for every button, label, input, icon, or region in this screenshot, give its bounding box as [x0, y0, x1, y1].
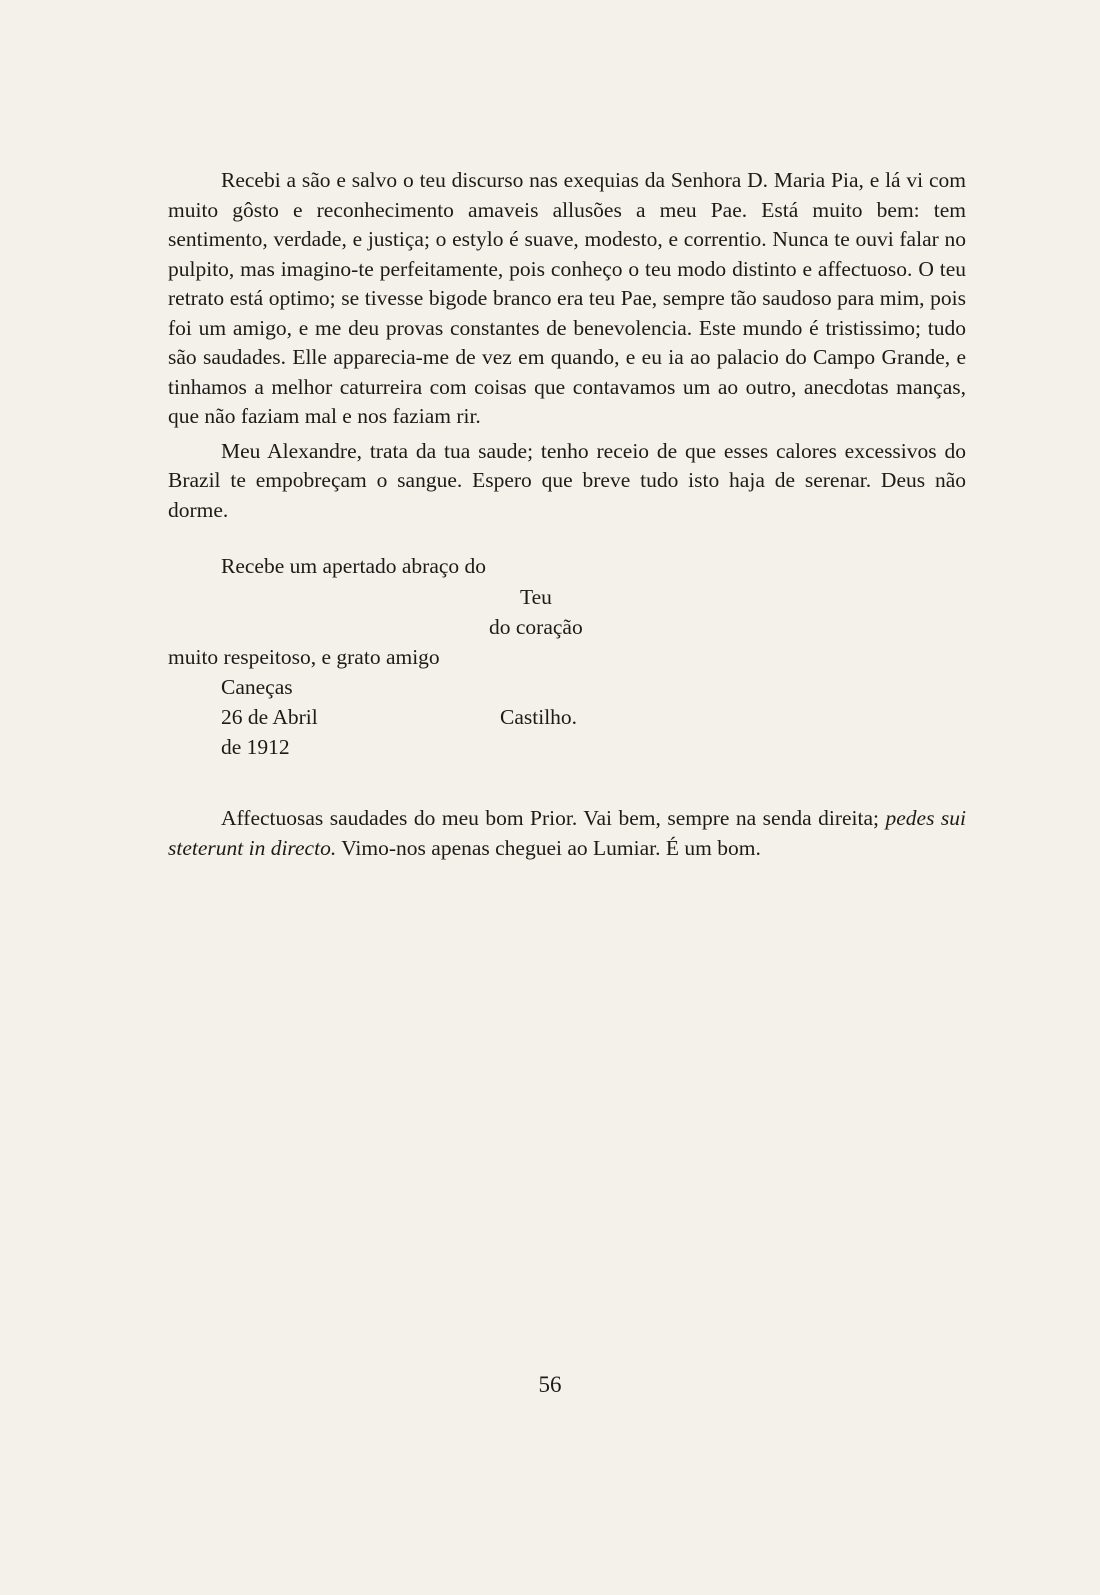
letter-body	[168, 166, 966, 525]
letter-paragraph-2: Meu Alexandre, trata da tua saude; tenho receio de que esses calores excessivos do Brazil te empobreçam o sangue. Espero que breve tudo isto haja de serenar. Deus não dorme.	[168, 438, 966, 522]
postscript-text: Affectuosas saudades do meu bom Prior. Vai bem, sempre na senda direita;	[221, 806, 886, 830]
postscript-latin-quote: pedes sui steterunt in directo.	[168, 806, 967, 860]
closing-line: Recebe um apertado abraço do	[221, 554, 487, 578]
date-year: de 1912	[221, 735, 290, 759]
closing-teu: Teu	[520, 585, 552, 609]
date-day: 26 de Abril	[221, 705, 318, 729]
signature: Castilho.	[500, 705, 578, 729]
postscript-paragraph	[168, 804, 966, 863]
page-number: 56	[538, 1372, 562, 1397]
closing-do-coracao: do coração	[489, 615, 583, 639]
place-name: Caneças	[221, 675, 293, 699]
postscript-text-end: Vimo-nos apenas cheguei ao Lumiar. É um bom.	[336, 835, 761, 860]
letter-paragraph-1: Recebi a são e salvo o teu discurso nas exequias da Senhora D. Maria Pia, e lá vi com muito gôsto e reconhecimento amaveis allusões a meu Pae. Está muito bem: tem sentimento, verdade, e justiça; o estylo é suave, modesto, e correntio. Nunca te ouvi falar no pulpito, mas imagino-te perfeitamente, pois conheço o teu modo distinto e affectuoso. O teu retrato está optimo; se tivesse bigode branco era teu Pae, sempre tão saudoso para mim, pois foi um amigo, e me deu provas constantes de benevolencia. Este mundo é tristissimo; tudo são saudades. Elle apparecia-me de vez em quando, e eu ia ao palacio do Campo Grande, e tinhamos a melhor caturreira com coisas que contavamos um ao outro, anecdotas manças, que não faziam mal e nos faziam rir.	[168, 168, 966, 428]
closing-grato-amigo: muito respeitoso, e grato amigo	[168, 645, 440, 669]
